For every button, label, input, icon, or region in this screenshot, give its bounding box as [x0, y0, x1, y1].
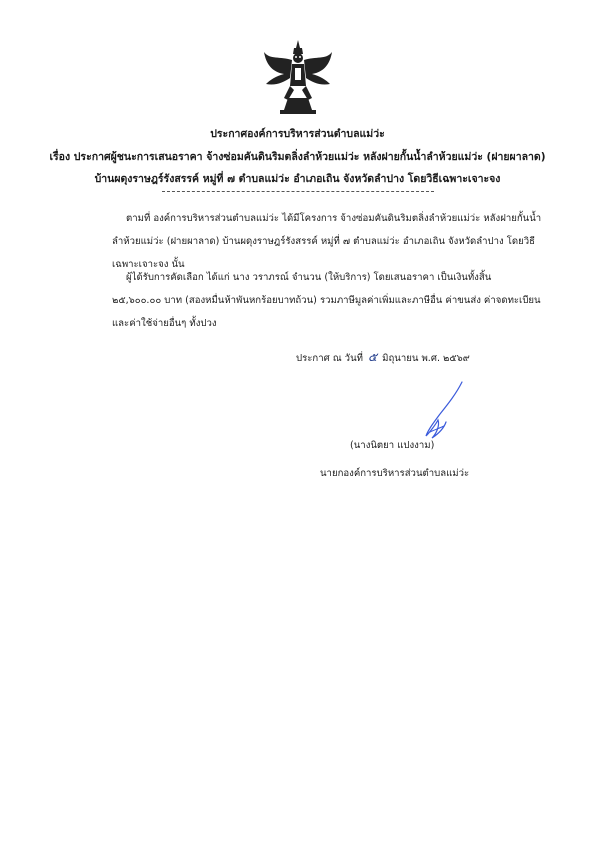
issue-date-month-year: มิถุนายน พ.ศ. ๒๕๖๙ — [382, 353, 470, 364]
body-paragraph-2: ผู้ได้รับการคัดเลือก ได้แก่ นาง วราภรณ์ จำนวน (ให้บริการ) โดยเสนอราคา เป็นเงินทั้งสิ้น ๒๕,๖๐๐.๐๐ บาท (สองหมื่นห้าพันหกร้อยบาทถ้วน) รวมภาษีมูลค่าเพิ่มและภาษีอื่น ค่าขนส่ง ค่าจดทะเบียน และค่าใช้จ่ายอื่นๆ ทั้งปวง — [112, 272, 541, 329]
garuda-emblem-icon — [262, 38, 334, 118]
body-paragraph-1: ตามที่ องค์การบริหารส่วนตำบลแม่ว่ะ ได้มีโครงการ จ้างซ่อมคันดินริมตลิ่งลำห้วยแม่ว่ะ หลังฝายกั้นน้ำลำห้วยแม่ว่ะ (ฝายผาลาด) บ้านผดุงราษฎร์รังสรรค์ หมู่ที่ ๗ ตำบลแม่ว่ะ อำเภอเถิน จังหวัดลำปาง โดยวิธีเฉพาะเจาะจง นั้น — [112, 213, 542, 270]
title-divider — [162, 191, 434, 192]
signer-position: นายกองค์การบริหารส่วนตำบลแม่ว่ะ — [320, 468, 470, 479]
signer-name: (นางนิตยา แปงงาม) — [350, 440, 435, 451]
issue-date-line — [296, 348, 470, 367]
document-organization-title: ประกาศองค์การบริหารส่วนตำบลแม่ว่ะ — [210, 128, 385, 140]
handwritten-signature-icon — [400, 380, 470, 442]
issue-date-prefix: ประกาศ ณ วันที่ — [296, 353, 363, 364]
document-location: บ้านผดุงราษฎร์รังสรรค์ หมู่ที่ ๗ ตำบลแม่ว่ะ อำเภอเถิน จังหวัดลำปาง โดยวิธีเฉพาะเจาะจง — [94, 173, 501, 185]
document-subject: เรื่อง ประกาศผู้ชนะการเสนอราคา จ้างซ่อมคันดินริมตลิ่งลำห้วยแม่ว่ะ หลังฝายกั้นน้ำลำห้วยแม่ว่ะ (ฝายผาลาด) — [49, 151, 546, 163]
issue-date-day: ๕ — [368, 350, 378, 364]
